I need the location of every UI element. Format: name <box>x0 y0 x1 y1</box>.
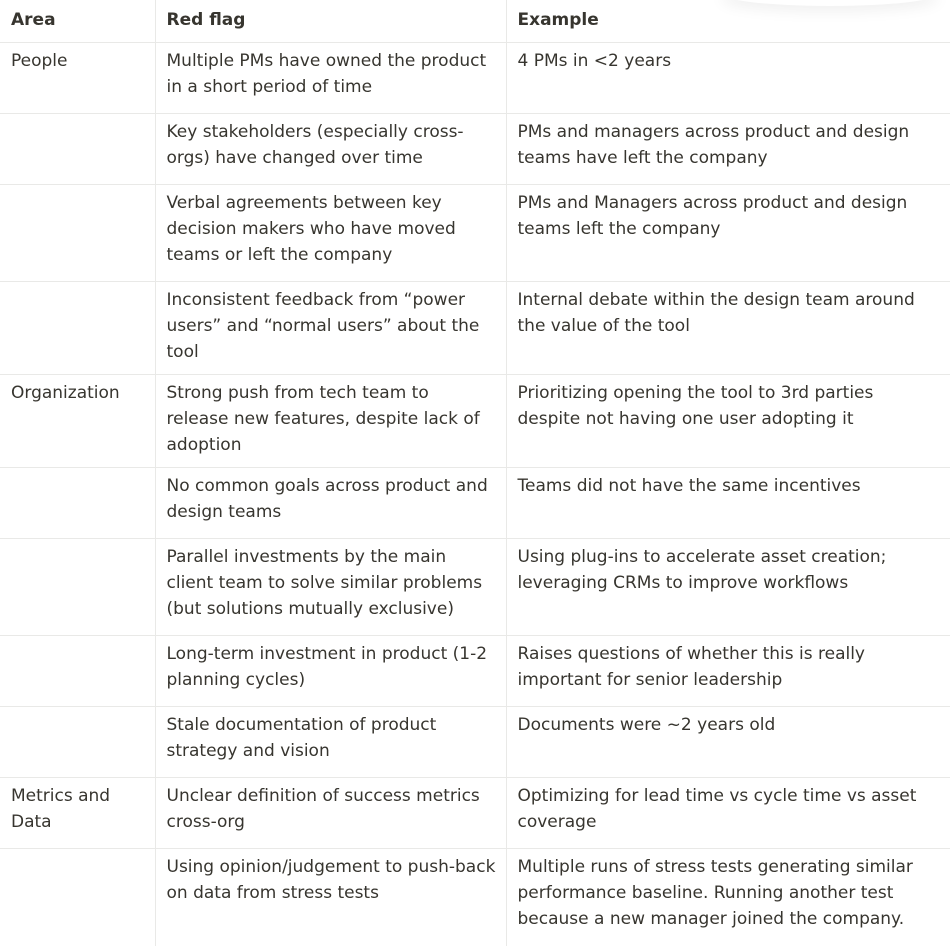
column-header-example: Example <box>506 0 950 43</box>
cell-example: Documents were ~2 years old <box>506 707 950 778</box>
cell-red-flag: No common goals across product and design teams <box>155 468 506 539</box>
cell-area <box>0 468 155 539</box>
cell-area <box>0 282 155 375</box>
cell-red-flag: Parallel investments by the main client team to solve similar problems (but solutions mutually exclusive) <box>155 539 506 636</box>
cell-example: Internal debate within the design team around the value of the tool <box>506 282 950 375</box>
cell-area <box>0 707 155 778</box>
cell-red-flag: Multiple PMs have owned the product in a short period of time <box>155 43 506 114</box>
cell-area <box>0 114 155 185</box>
cell-area: People <box>0 43 155 114</box>
cell-area <box>0 849 155 946</box>
cell-red-flag: Inconsistent feedback from “power users” and “normal users” about the tool <box>155 282 506 375</box>
table-row <box>0 707 950 778</box>
cell-red-flag: Unclear definition of success metrics cross-org <box>155 778 506 849</box>
cell-area <box>0 185 155 282</box>
cell-red-flag: Stale documentation of product strategy and vision <box>155 707 506 778</box>
table-header-row <box>0 0 950 43</box>
table-row <box>0 114 950 185</box>
table-row <box>0 282 950 375</box>
column-header-red-flag: Red flag <box>155 0 506 43</box>
cell-red-flag: Strong push from tech team to release new features, despite lack of adoption <box>155 375 506 468</box>
cell-example: Optimizing for lead time vs cycle time vs asset coverage <box>506 778 950 849</box>
table-row <box>0 636 950 707</box>
cell-area <box>0 636 155 707</box>
cell-red-flag: Key stakeholders (especially cross-orgs) have changed over time <box>155 114 506 185</box>
table-row <box>0 375 950 468</box>
cell-example: PMs and Managers across product and design teams left the company <box>506 185 950 282</box>
column-header-area: Area <box>0 0 155 43</box>
cell-example: Multiple runs of stress tests generating similar performance baseline. Running another test because a new manager joined the company. <box>517 857 913 929</box>
cell-example: PMs and managers across product and design teams have left the company <box>506 114 950 185</box>
table-row <box>0 43 950 114</box>
cell-area: Metrics and Data <box>0 778 155 849</box>
cell-example: Using plug-ins to accelerate asset creation; leveraging CRMs to improve workflows <box>506 539 950 636</box>
cell-example: Prioritizing opening the tool to 3rd parties despite not having one user adopting it <box>506 375 950 468</box>
table-row <box>0 849 950 946</box>
cell-red-flag: Long-term investment in product (1-2 planning cycles) <box>155 636 506 707</box>
cell-example: 4 PMs in <2 years <box>506 43 950 114</box>
table-row <box>0 539 950 636</box>
table-row <box>0 185 950 282</box>
cell-area: Organization <box>0 375 155 468</box>
cell-example: Raises questions of whether this is really important for senior leadership <box>506 636 950 707</box>
table-row <box>0 778 950 849</box>
cell-example: Teams did not have the same incentives <box>506 468 950 539</box>
cell-red-flag: Using opinion/judgement to push-back on data from stress tests <box>155 849 506 946</box>
cell-red-flag: Verbal agreements between key decision makers who have moved teams or left the company <box>155 185 506 282</box>
cell-area <box>0 539 155 636</box>
table-row <box>0 468 950 539</box>
